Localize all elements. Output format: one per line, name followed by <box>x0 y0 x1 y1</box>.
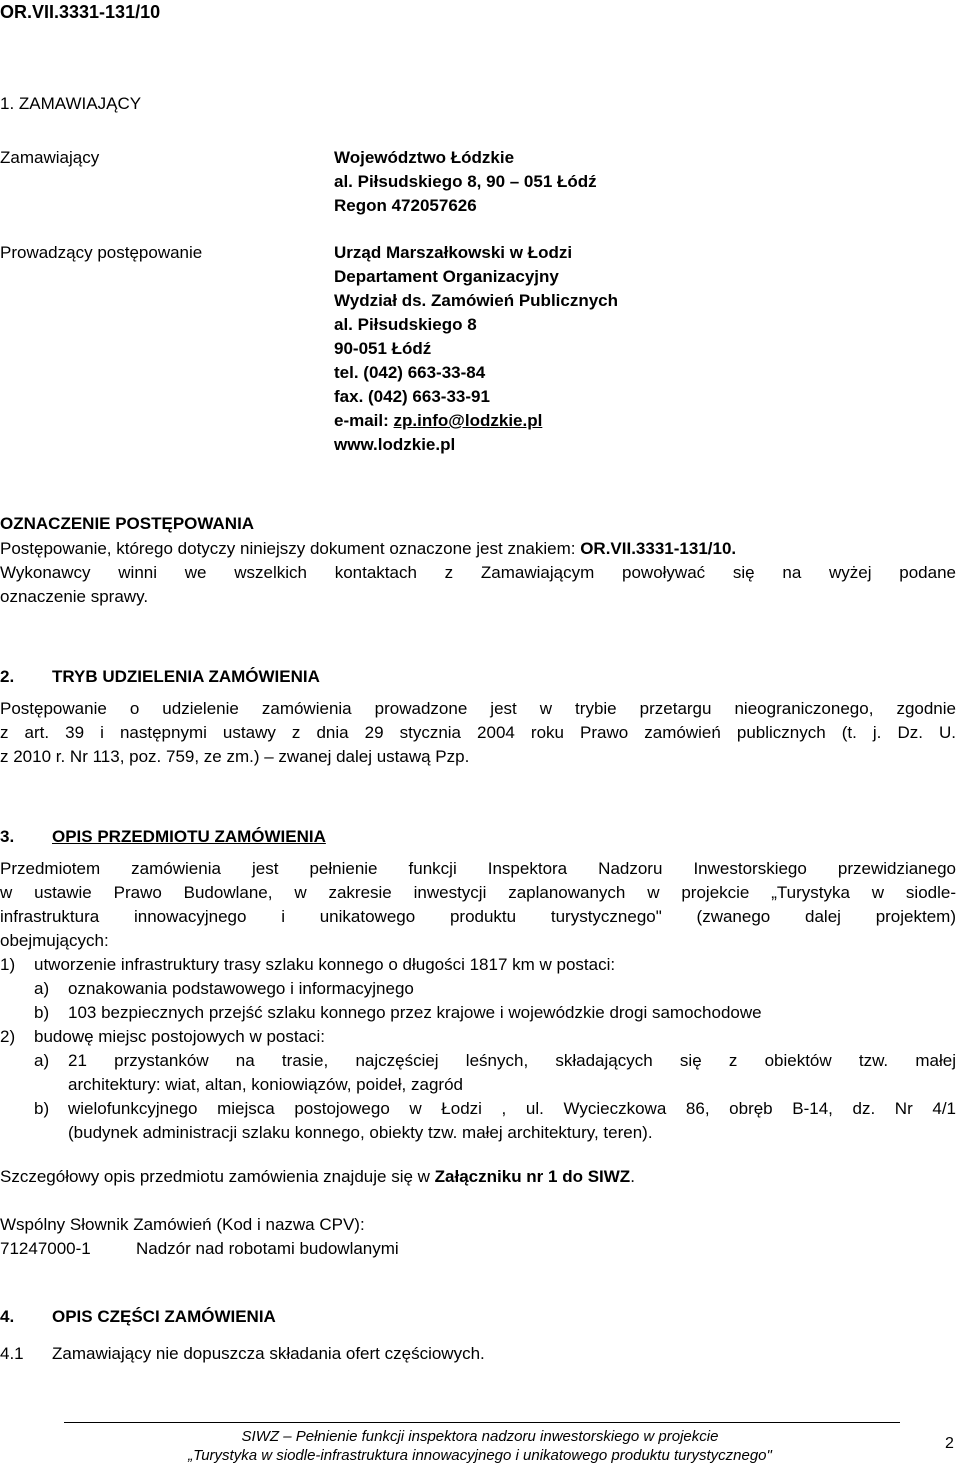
zamawiajacy-line: al. Piłsudskiego 8, 90 – 051 Łódź <box>334 172 597 191</box>
section-4-heading: OPIS CZĘŚCI ZAMÓWIENIA <box>52 1307 276 1326</box>
zamawiajacy-line: Regon 472057626 <box>334 196 477 215</box>
section-2-heading: TRYB UDZIELENIA ZAMÓWIENIA <box>52 667 320 686</box>
footer-title-line-1: SIWZ – Pełnienie funkcji inspektora nadzoru inwestorskiego w projekcie <box>241 1428 719 1445</box>
oznaczenie-heading: OZNACZENIE POSTĘPOWANIA <box>0 514 255 533</box>
prowadzacy-line: Departament Organizacyjny <box>334 267 559 286</box>
oznaczenie-text: Postępowanie, którego dotyczy niniejszy dokument oznaczone jest znakiem: <box>0 539 581 558</box>
email-link[interactable]: zp.info@lodzkie.pl <box>393 411 543 430</box>
page-number: 2 <box>945 1435 954 1452</box>
website-line[interactable]: www.lodzkie.pl <box>334 435 456 454</box>
list-item: budowę miejsc postojowych w postaci: <box>34 1027 326 1046</box>
oznaczenie-ref: OR.VII.3331-131/10. <box>580 539 737 558</box>
prowadzacy-details <box>334 241 618 457</box>
list-letter: b) <box>34 1003 50 1022</box>
list-letter: b) <box>34 1099 50 1118</box>
prowadzacy-line: al. Piłsudskiego 8 <box>334 315 477 334</box>
footer-title-line-2: „Turystyka w siodle-infrastruktura innowacyjnego i unikatowego produktu turystycznego" <box>188 1447 772 1464</box>
section-1-heading: 1. ZAMAWIAJĄCY <box>0 94 142 113</box>
zamawiajacy-label: Zamawiający <box>0 148 100 167</box>
list-item-continuation: (budynek administracji szlaku konnego, obiekty tzw. małej architektury, teren). <box>68 1123 653 1142</box>
section-3-paragraph-line: infrastruktura innowacyjnego i unikatowego produktu turystycznego" (zwanego dalej projektem) <box>0 907 956 926</box>
section-2-line: Postępowanie o udzielenie zamówienia prowadzone jest w trybie przetargu nieograniczonego, zgodnie <box>0 699 956 718</box>
email-line <box>334 409 618 433</box>
oznaczenie-line-3: oznaczenie sprawy. <box>0 587 149 606</box>
attachment-reference: Załączniku nr 1 do SIWZ <box>434 1167 631 1186</box>
detailed-description-end: . <box>630 1167 635 1186</box>
list-item-continuation: architektury: wiat, altan, koniowiązów, poideł, zagród <box>68 1075 463 1094</box>
list-letter: a) <box>34 979 50 998</box>
prowadzacy-line: tel. (042) 663-33-84 <box>334 363 486 382</box>
email-prefix: e-mail: <box>334 411 394 430</box>
cpv-code: 71247000-1 <box>0 1239 91 1258</box>
section-3-paragraph-line: Przedmiotem zamówienia jest pełnienie funkcji Inspektora Nadzoru Inwestorskiego przewidzianego <box>0 859 956 878</box>
zamawiajacy-line: Województwo Łódzkie <box>334 148 515 167</box>
cpv-name: Nadzór nad robotami budowlanymi <box>136 1239 399 1258</box>
list-letter: a) <box>34 1051 50 1070</box>
section-2-line: z art. 39 i następnymi ustawy z dnia 29 stycznia 2004 roku Prawo zamówień publicznych (t. j. Dz. U. <box>0 723 956 742</box>
detailed-description-line <box>0 1165 635 1189</box>
section-4-number: 4. <box>0 1307 15 1326</box>
list-item: 103 bezpiecznych przejść szlaku konnego przez krajowe i wojewódzkie drogi samochodowe <box>68 1003 762 1022</box>
prowadzacy-line: Wydział ds. Zamówień Publicznych <box>334 291 619 310</box>
oznaczenie-line-2: Wykonawcy winni we wszelkich kontaktach z Zamawiającym powoływać się na wyżej podane <box>0 563 956 582</box>
detailed-description-text: Szczegółowy opis przedmiotu zamówienia znajduje się w <box>0 1167 435 1186</box>
section-4-item-number: 4.1 <box>0 1344 24 1363</box>
prowadzacy-line: Urząd Marszałkowski w Łodzi <box>334 243 573 262</box>
section-2-number: 2. <box>0 667 15 686</box>
document-reference: OR.VII.3331-131/10 <box>0 2 161 22</box>
prowadzacy-label: Prowadzący postępowanie <box>0 243 203 262</box>
prowadzacy-line: fax. (042) 663-33-91 <box>334 387 490 406</box>
list-item: 21 przystanków na trasie, najczęściej leśnych, składających się z obiektów tzw. małej <box>68 1051 956 1070</box>
zamawiajacy-details <box>334 146 597 218</box>
section-3-paragraph-line: w ustawie Prawo Budowlane, w zakresie inwestycji zaplanowanych w projekcie „Turystyka w siodle- <box>0 883 956 902</box>
list-item: wielofunkcyjnego miejsca postojowego w Łodzi , ul. Wycieczkowa 86, obręb B-14, dz. Nr 4/1 <box>68 1099 956 1118</box>
oznaczenie-line-1 <box>0 537 736 561</box>
section-3-number: 3. <box>0 827 15 846</box>
list-item: utworzenie infrastruktury trasy szlaku konnego o długości 1817 km w postaci: <box>34 955 616 974</box>
prowadzacy-line: 90-051 Łódź <box>334 339 432 358</box>
footer-divider <box>64 1422 900 1423</box>
section-4-item: Zamawiający nie dopuszcza składania ofert częściowych. <box>52 1344 485 1363</box>
section-3-heading: OPIS PRZEDMIOTU ZAMÓWIENIA <box>52 827 326 846</box>
list-item: oznakowania podstawowego i informacyjnego <box>68 979 414 998</box>
section-3-paragraph-line: obejmujących: <box>0 931 109 950</box>
cpv-label: Wspólny Słownik Zamówień (Kod i nazwa CPV): <box>0 1215 365 1234</box>
list-number: 2) <box>0 1027 16 1046</box>
list-number: 1) <box>0 955 16 974</box>
section-2-line: z 2010 r. Nr 113, poz. 759, ze zm.) – zwanej dalej ustawą Pzp. <box>0 747 470 766</box>
